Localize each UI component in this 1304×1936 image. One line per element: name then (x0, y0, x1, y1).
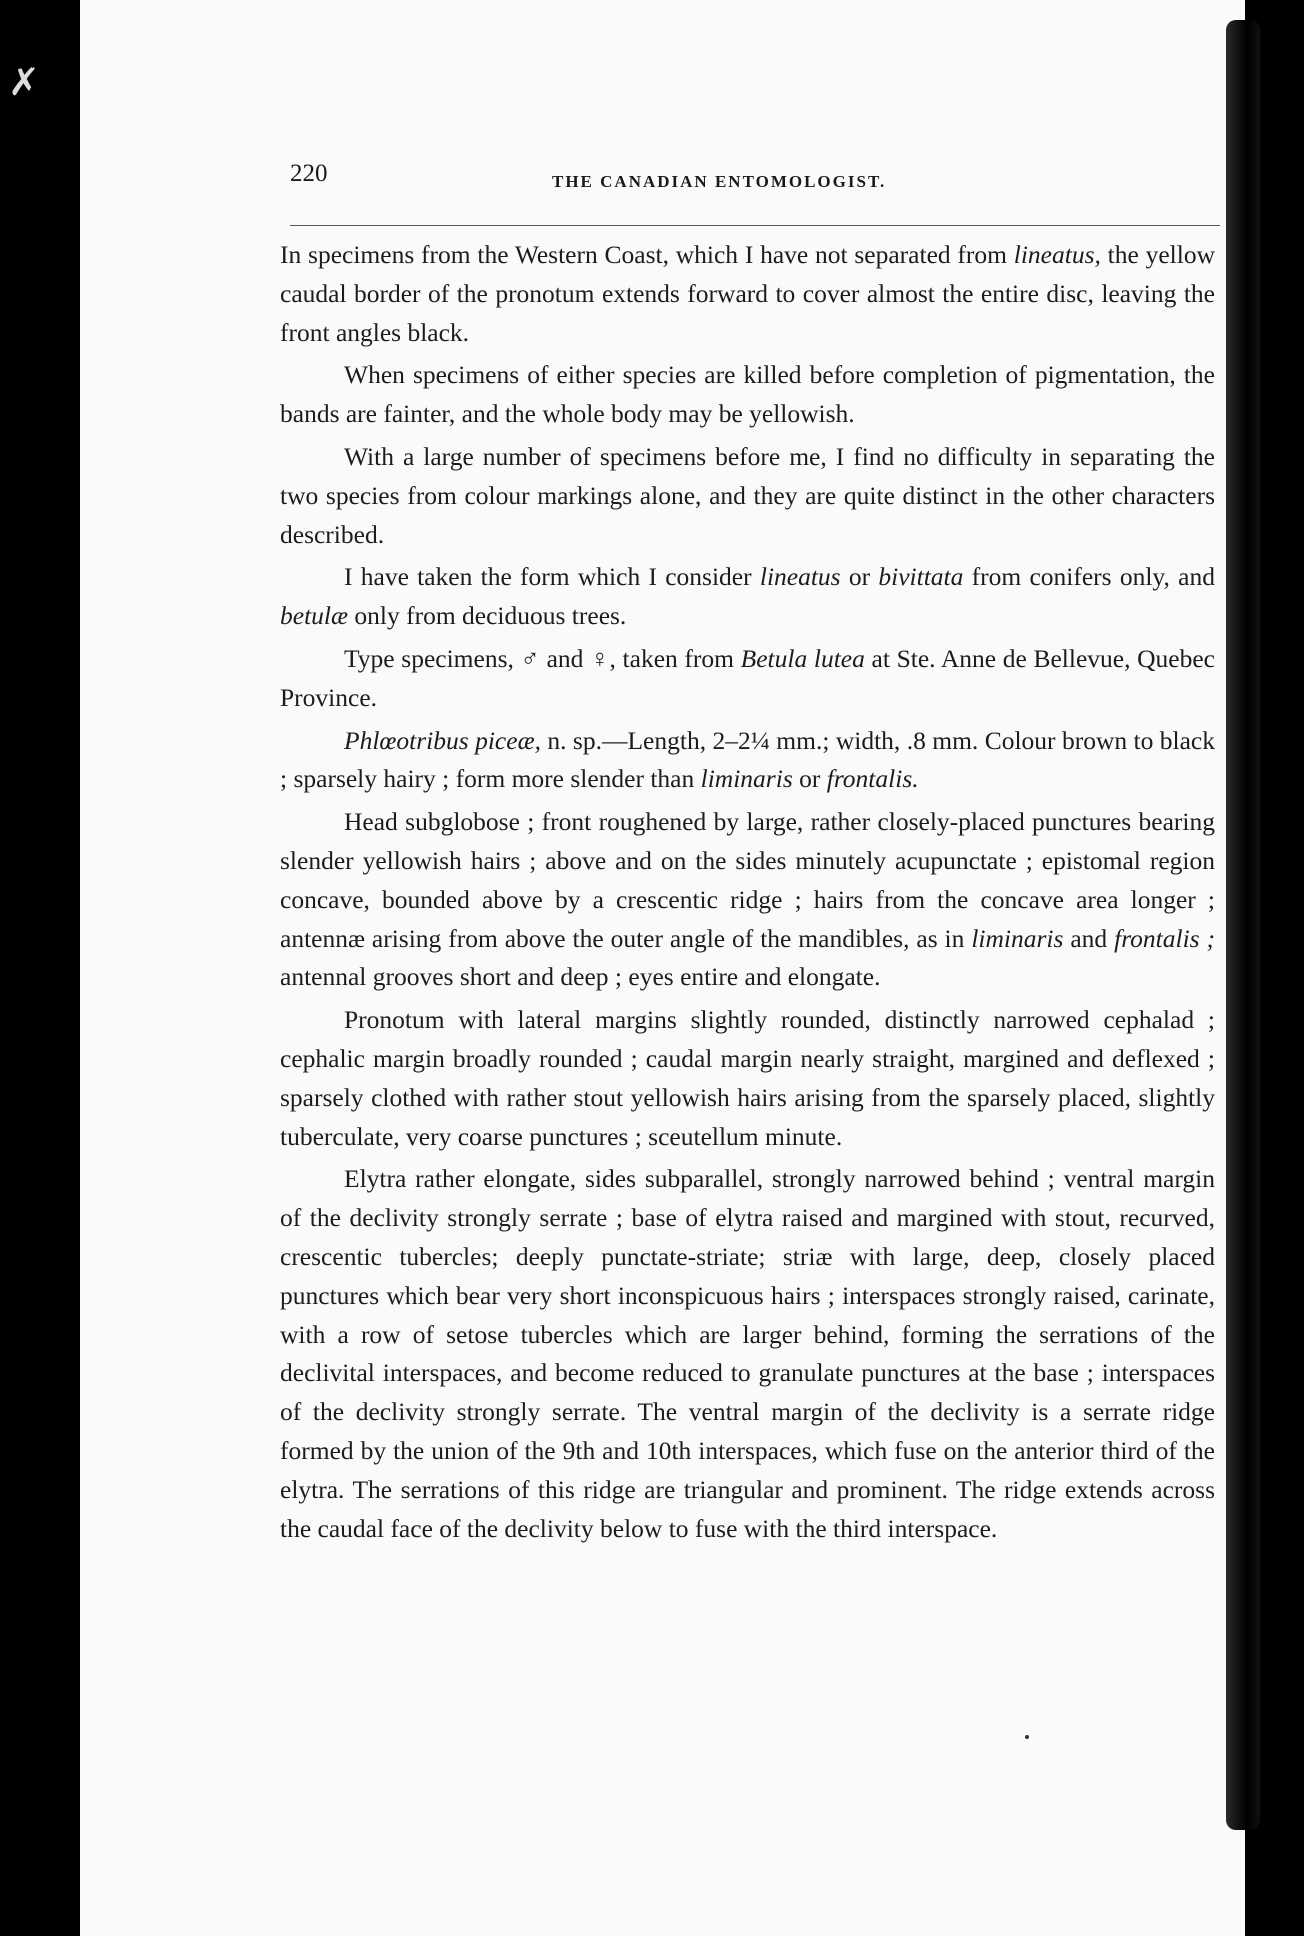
text-run: When specimens of either species are killed before completion of pigmentation, the bands are fainter, and the whole body may be yellowish. (280, 360, 1215, 429)
header-rule (290, 225, 1220, 226)
book-spine-edge (1226, 20, 1260, 1830)
italic-term: lineatus (759, 562, 841, 592)
paper-sheet (80, 0, 1245, 1936)
text-run: from conifers only, and (963, 562, 1215, 592)
text-run: only from deciduous trees. (348, 601, 627, 631)
italic-term: liminaris (971, 923, 1064, 953)
italic-term: Phlœotribus piceæ, (344, 725, 541, 755)
italic-term: betulæ (280, 601, 348, 631)
paragraph-p7 (280, 803, 1215, 997)
text-run: Pronotum with lateral margins slightly rounded, distinctly narrowed cephalad ; cephalic margin broadly rounded ; caudal margin nearly straight, margined and deflexed ; sparsely clothed with rather stout yellowish hairs arising from the sparsely placed, slightly tuberculate, very coarse punctures ; sceutellum minute. (280, 1005, 1215, 1151)
paragraph-p8 (280, 1001, 1215, 1156)
paragraph-p4 (280, 558, 1215, 636)
text-run: Elytra rather elongate, sides subparallel, strongly narrowed behind ; ventral margin of the declivity strongly serrate ; base of elytra raised and margined with stout, recurved, crescentic tubercles; deeply punctate-striate; striæ with large, deep, closely placed punctures which bear very short inconspicuous hairs ; interspaces strongly raised, carinate, with a row of setose tubercles which are larger behind, forming the serrations of the declivital interspaces, and become reduced to granulate punctures at the base ; interspaces of the declivity strongly serrate. The ventral margin of the declivity is a serrate ridge formed by the union of the 9th and 10th interspaces, which fuse on the anterior third of the elytra. The serrations of this ridge are triangular and prominent. The ridge extends across the caudal face of the declivity below to fuse with the third interspace. (280, 1164, 1215, 1543)
text-run: or (792, 764, 827, 794)
text-run: Type specimens, ♂ and ♀, taken from (344, 643, 741, 673)
italic-term: bivittata (878, 562, 964, 592)
text-run: antennal grooves short and deep ; eyes entire and elongate. (280, 962, 881, 992)
ink-speck (1025, 1735, 1029, 1739)
text-run: Head subglobose ; front roughened by large, rather closely-placed punctures bearing slender yellowish hairs ; above and on the sides minutely acupunctate ; epistomal region concave, bounded above by a crescentic ridge ; hairs from the concave area longer ; antennæ arising from above the outer angle of the mandibles, as in (280, 807, 1215, 953)
page-number: 220 (290, 160, 328, 187)
paragraph-p3 (280, 438, 1215, 554)
paragraph-p1 (280, 236, 1215, 352)
running-head: THE CANADIAN ENTOMOLOGIST. (552, 172, 887, 191)
italic-term: frontalis. (826, 764, 919, 794)
italic-term: liminaris (700, 764, 793, 794)
text-run: In specimens from the Western Coast, which I have not separated from (280, 240, 1014, 269)
text-run: or (840, 562, 879, 592)
italic-term: lineatus, (1013, 240, 1101, 269)
paragraph-p6 (280, 722, 1215, 800)
italic-term: frontalis ; (1114, 923, 1216, 953)
page-header (290, 160, 1220, 200)
text-run: I have taken the form which I consider (344, 562, 760, 592)
text-run: n. sp.—Length, 2–2¼ mm.; width, .8 mm. Colour brown to black ; sparsely hairy ; form more slender than (280, 725, 1215, 794)
text-run: With a large number of specimens before me, I find no difficulty in separating the two species from colour markings alone, and they are quite distinct in the other characters described. (280, 441, 1215, 549)
margin-mark: ✗ (8, 60, 40, 104)
paragraph-p2 (280, 356, 1215, 434)
paragraph-p9 (280, 1160, 1215, 1548)
paragraph-p5 (280, 640, 1215, 718)
text-run: at Ste. Anne de Bellevue, Quebec Province. (280, 643, 1215, 712)
body-text (280, 236, 1215, 1552)
text-run: and (1063, 923, 1115, 953)
text-run: the yellow caudal border of the pronotum extends forward to cover almost the entire disc, leaving the front angles black. (280, 240, 1215, 347)
italic-term: Betula lutea (740, 643, 865, 673)
